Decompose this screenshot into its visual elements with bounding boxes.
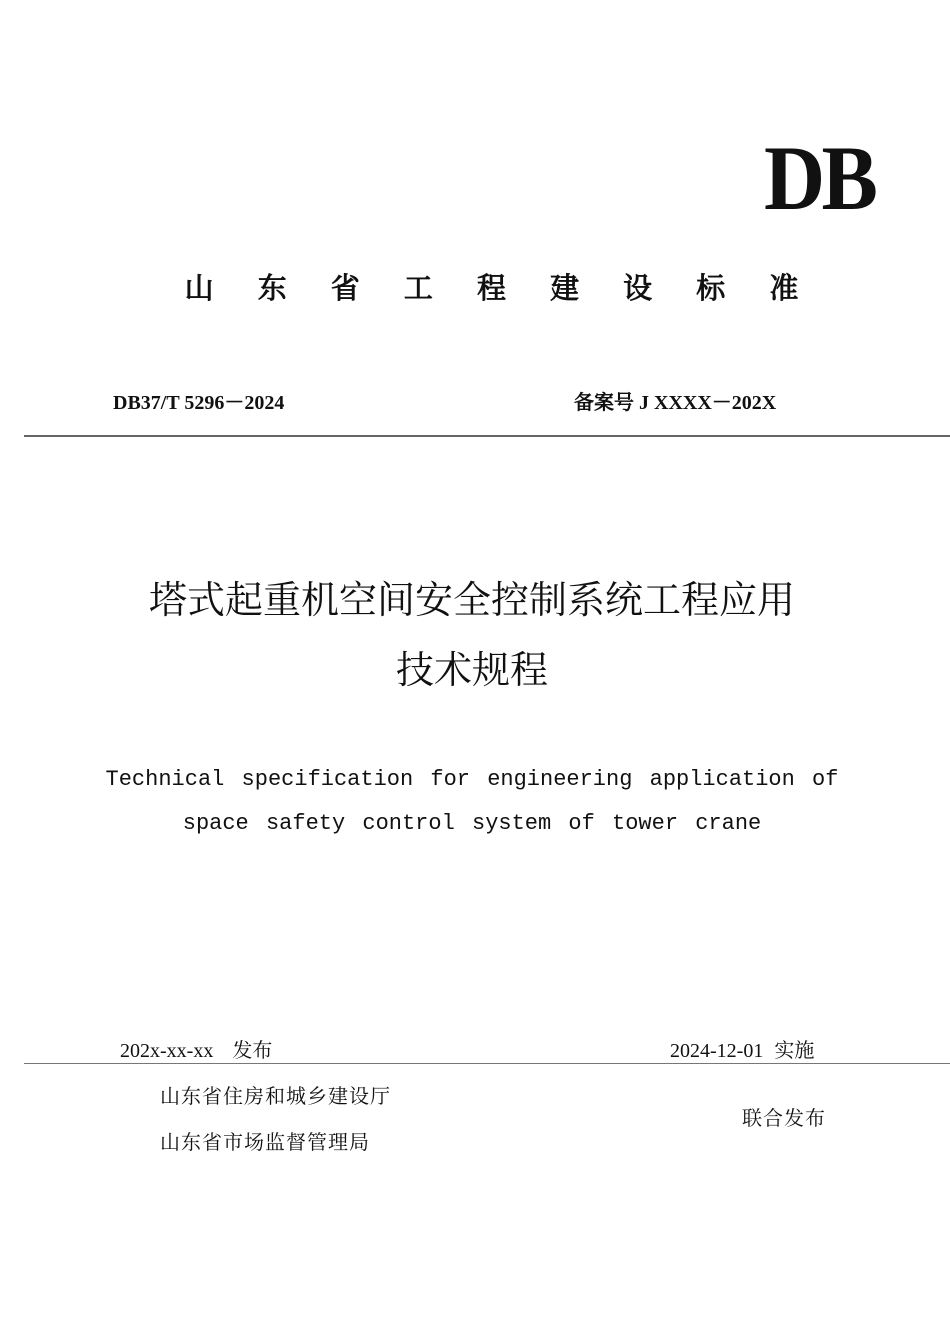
issue-label: 发布 (232, 1038, 273, 1062)
issuer-housing-department: 山东省住房和城乡建设厅 (160, 1084, 391, 1108)
implementation-date-block (670, 1036, 814, 1065)
implementation-label: 实施 (774, 1038, 815, 1062)
issue-date: 202x-xx-xx (120, 1040, 214, 1062)
issuer-market-supervision: 山东省市场监督管理局 (160, 1130, 370, 1154)
standard-number: DB37/T 5296－2024 (113, 392, 285, 414)
top-divider (24, 435, 950, 437)
bottom-divider (24, 1063, 950, 1064)
english-title-line-2: space safety control system of tower crane (182, 811, 762, 836)
joint-release-label: 联合发布 (742, 1106, 826, 1130)
standard-category-title: 山 东 省 工 程 建 设 标 准 (184, 271, 816, 305)
chinese-title-line-2: 技术规程 (395, 648, 548, 692)
implementation-date: 2024-12-01 (670, 1040, 764, 1062)
issue-date-block (120, 1036, 272, 1065)
english-title-line-1: Technical specification for engineering application of (105, 767, 839, 792)
filing-number: 备案号 J XXXX－202X (574, 392, 777, 414)
db-logo: DB (764, 127, 875, 229)
chinese-title-line-1: 塔式起重机空间安全控制系统工程应用 (148, 578, 795, 622)
